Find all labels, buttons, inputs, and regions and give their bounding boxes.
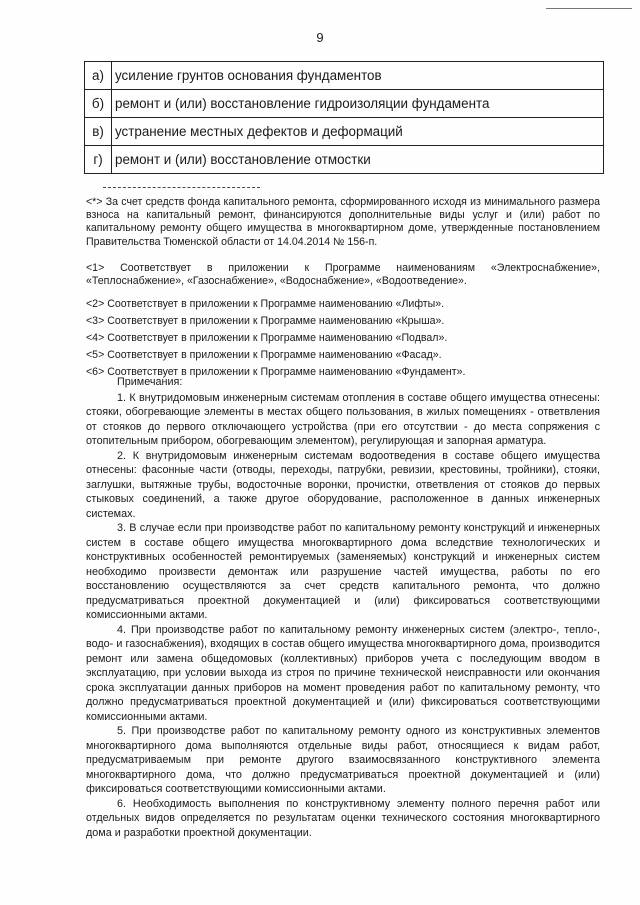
- row-text: усиление грунтов основания фундаментов: [112, 62, 604, 90]
- table-row: [85, 90, 604, 118]
- footnote-star: <*> За счет средств фонда капитального ремонта, сформированного исходя из минимального размера взноса на капитальный ремонт, финансируются дополнительные виды услуг и (или) работ по капитальному ремонту общего имущества в многоквартирном доме, утвержденные постановлением Правительства Тюменской области от 14.04.2014 № 156-п.: [86, 196, 600, 248]
- footnote-1: <1> Соответствует в приложении к Программе наименованиям «Электроснабжение», «Теплоснабжение», «Газоснабжение», «Водоснабжение», «Водоотведение».: [86, 262, 600, 288]
- note-item: 5. При производстве работ по капитальному ремонту одного из конструктивных элементов многоквартирного дома выполняются отдельные виды работ, относящиеся к видам работ, предусматриваемым при ремонте другого взаимосвязанного конструктивного элемента многоквартирного дома, что должно предусматриваться проектной документацией и (или) фиксироваться соответствующими комиссионными актами.: [86, 725, 600, 795]
- note-item: 4. При производстве работ по капитальному ремонту инженерных систем (электро-, тепло-, водо- и газоснабжения), входящих в состав общего имущества многоквартирного дома, производится ремонт или замена общедомовых (коллективных) приборов учета с последующим вводом в эксплуатацию, при условии выхода из строя по причине технической неисправности или окончания срока эксплуатации данных приборов на момент проведения работ по капитальному ремонту, что должно предусматриваться проектной документацией и (или) фиксироваться соответствующими комиссионными актами.: [86, 623, 600, 723]
- footnote-6: <6> Соответствует в приложении к Программе наименованию «Фундамент».: [86, 366, 466, 378]
- footnote-5: <5> Соответствует в приложении к Программе наименованию «Фасад».: [86, 349, 442, 361]
- note-item: 1. К внутридомовым инженерным системам отопления в составе общего имущества отнесены: стояки, обогревающие элементы в местах общего пользования, в жилых помещениях - ответвления от стояков до первого отключающего устройства (при его отсутствии - до места сопряжения с отопительным прибором, обогревающим элементом), регулирующая и запорная арматура.: [86, 391, 600, 447]
- row-key: г): [85, 146, 112, 174]
- row-key: а): [85, 62, 112, 90]
- note-item: 3. В случае если при производстве работ по капитальному ремонту конструкций и инженерных систем в составе общего имущества многоквартирного дома вследствие технологических и конструктивных особенностей ремонтируемых (заменяемых) конструкций и инженерных систем необходимо произвести демонтаж или разрушение частей имущества, работы по его восстановлению осуществляются за счет средств капитального ремонта, что должно предусматриваться проектной документацией и (или) фиксироваться соответствующими комиссионными актами.: [86, 522, 600, 621]
- footnote-4: <4> Соответствует в приложении к Программе наименованию «Подвал».: [86, 332, 448, 344]
- page-number: 9: [316, 30, 324, 45]
- footnote-2: <2> Соответствует в приложении к Программе наименованию «Лифты».: [86, 298, 445, 310]
- row-text: ремонт и (или) восстановление отмостки: [112, 146, 604, 174]
- footnote-separator: [103, 187, 260, 188]
- footnote-3: <3> Соответствует в приложении к Программе наименованию «Крыша».: [86, 315, 445, 327]
- table-row: [85, 62, 604, 90]
- row-key: б): [85, 90, 112, 118]
- table-row: [85, 146, 604, 174]
- table-row: [85, 118, 604, 146]
- top-rule: [546, 8, 632, 9]
- note-item: 2. К внутридомовым инженерным системам водоотведения в составе общего имущества отнесены: фасонные части (отводы, переходы, патрубки, ревизии, крестовины, тройники), стояки, заглушки, вытяжные трубы, водосточные воронки, прочистки, ответвления от стояков до первых стыковых соединений, а также другое оборудование, расположенное в данных инженерных системах.: [86, 449, 600, 520]
- notes-heading: Примечания:: [117, 376, 183, 388]
- row-text: устранение местных дефектов и деформаций: [112, 118, 604, 146]
- row-key: в): [85, 118, 112, 146]
- works-table: [84, 61, 604, 174]
- row-text: ремонт и (или) восстановление гидроизоляции фундамента: [112, 90, 604, 118]
- notes-section: [86, 375, 600, 840]
- note-item: 6. Необходимость выполнения по конструктивному элементу полного перечня работ или отдельных видов определяется по результатам оценки технического состояния многоквартирного дома и разработки проектной документации.: [86, 797, 600, 839]
